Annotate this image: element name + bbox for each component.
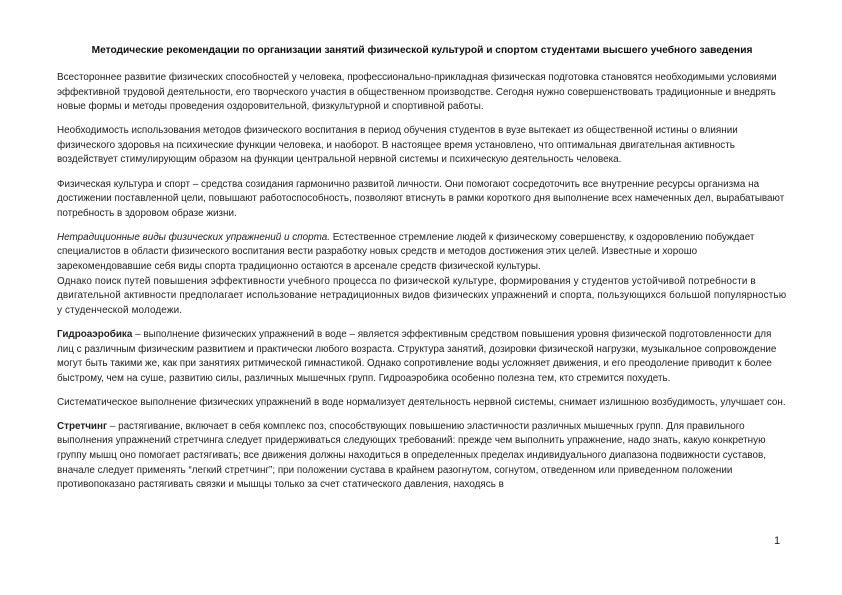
hydroaerobics-text: – выполнение физических упражнений в воде – является эффективным средством повышения уровня физической подготовленности для лиц с различным физическим развитием и практически любого возраста. Структура занятий, дозировки физической нагрузки, музыкальное сопровождение могут быть такими же, как при занятиях ритмической гимнастикой. Однако сопротивление воды усложняет движения, и его преодоление приводит к более быстрому, чем на суше, развитию силы, различных мышечных групп. Гидроаэробика особенно полезна тем, кто стремится похудеть. [57, 328, 777, 384]
nontraditional-heading: Нетрадиционные виды физических упражнений и спорта. [57, 231, 330, 243]
stretching-text: – растягивание, включает в себя комплекс поз, способствующих повышению эластичности различных мышечных групп. Для правильного выполнения упражнений стретчинга следует придерживаться следующих требований: прежде чем выполнить упражнение, надо знать, какую конкретную группу мышц оно помогает растягивать; все движения должны находиться в определенных пределах индивидуального диапазона подвижности суставов, вначале следует применять “легкий стретчинг”; при положении сустава в крайнем разогнутом, согнутом, отведенном или приведенном положении противопоказано растягивать связки и мышцы только за счет статического давления, находясь в [57, 420, 767, 491]
paragraph-intro: Всестороннее развитие физических способностей у человека, профессионально-прикладная физическая подготовка становятся необходимыми условиями эффективной трудовой деятельности, его творческого участия в общественном производстве. Сегодня нужно совершенствовать традиционные и внедрять новые формы и методы проведения оздоровительной, физкультурной и спортивной работы. [57, 72, 777, 113]
paragraph-culture-sport: Физическая культура и спорт – средства созидания гармонично развитой личности. Они помогают сосредоточить все внутренние ресурсы организма на достижении поставленной цели, повышают работоспособность, позволяют втиснуть в рамки короткого дня выполнение всех намеченных дел, вырабатывают потребность в здоровом образе жизни. [57, 178, 785, 219]
hydroaerobics-term: Гидроаэробика [57, 328, 133, 340]
paragraph-stretching [57, 420, 787, 493]
document-page [57, 38, 787, 502]
paragraph-nontraditional [57, 231, 787, 275]
nontraditional-text: Естественное стремление людей к физическому совершенству, к оздоровлению побуждает специалистов в области физического воспитания вести разработку новых средств и методов достижения этих целей. Известные и хорошо зарекомендовавшие себя виды спорта традиционно остаются в арсенале средств физической культуры. [57, 231, 755, 273]
stretching-term: Стретчинг [57, 420, 108, 432]
paragraph-necessity: Необходимость использования методов физического воспитания в период обучения студентов в вузе вытекает из общественной истины о влиянии физического здоровья на психические функции человека, и наоборот. В настоящее время установлено, что оптимальная двигательная активность воздействует стимулирующим образом на функции центральной нервной системы и психическую деятельность человека. [57, 125, 738, 166]
paragraph-water-exercise: Систематическое выполнение физических упражнений в воде нормализует деятельность нервной системы, снимает излишнюю возбудимость, улучшает сон. [57, 396, 786, 408]
page-title: Методические рекомендации по организации занятий физической культурой и спортом студентами высшего учебного заведения [91, 45, 753, 56]
page-number: 1 [774, 535, 781, 547]
paragraph-hydroaerobics [57, 328, 787, 386]
paragraph-search: Однако поиск путей повышения эффективности учебного процесса по физической культуре, формирования у студентов устойчивой потребности в двигательной активности предполагает использование нетрадиционных видов физических упражнений и спорта, пользующихся большой популярностью у студенческой молодежи. [57, 275, 787, 316]
